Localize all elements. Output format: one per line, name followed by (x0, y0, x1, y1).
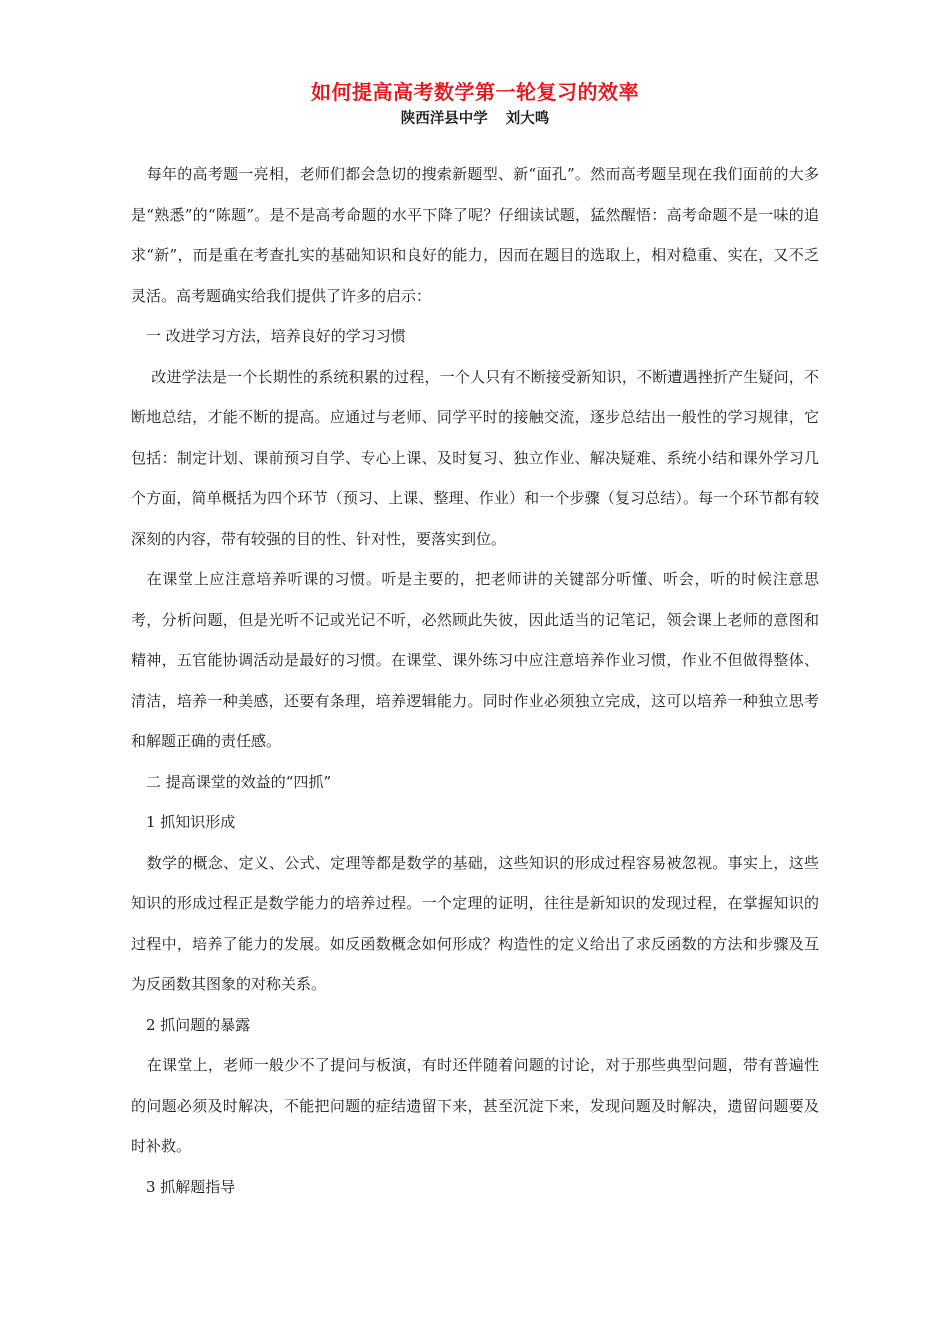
author-line (131, 108, 819, 130)
paragraph-knowledge-formation: 数学的概念、定义、公式、定理等都是数学的基础，这些知识的形成过程容易被忽视。事实上，这些知识的形成过程正是数学能力的培养过程。一个定理的证明，往往是新知识的发现过程，在掌握知识的过程中，培养了能力的发展。如反函数概念如何形成？构造性的定义给出了求反函数的方法和步骤及互为反函数其图象的对称关系。 (131, 853, 819, 993)
paragraph-class-habits: 在课堂上应注意培养听课的习惯。听是主要的，把老师讲的关键部分听懂、听会，听的时候注意思考，分析问题，但是光听不记或光记不听，必然顾此失彼，因此适当的记笔记，领会课上老师的意图和精神，五官能协调活动是最好的习惯。在课堂、课外练习中应注意培养作业习惯，作业不但做得整体、清洁，培养一种美感，还要有条理，培养逻辑能力。同时作业必须独立完成，这可以培养一种独立思考和解题正确的责任感。 (131, 570, 819, 750)
subheading-problem-guidance: 3 抓解题指导 (146, 1177, 236, 1196)
section-heading-2: 二 提高课堂的效益的“四抓” (146, 772, 332, 791)
paragraph-intro: 每年的高考题一亮相，老师们都会急切的搜索新题型、新“面孔”。然而高考题呈现在我们面前的大多是“熟悉”的“陈题”。是不是高考命题的水平下降了呢？仔细读试题，猛然醒悟：高考命题不是一味的追求“新”，而是重在考查扎实的基础知识和良好的能力，因而在题目的选取上，相对稳重、实在，又不乏灵活。高考题确实给我们提供了许多的启示： (131, 165, 819, 305)
author-name: 刘大鸣 (505, 110, 550, 127)
document-page (131, 78, 819, 1207)
author-school: 陕西洋县中学 (400, 110, 488, 127)
subheading-knowledge-formation: 1 抓知识形成 (146, 813, 236, 831)
document-body (131, 154, 819, 1207)
section-heading-1: 一 改进学习方法，培养良好的学习习惯 (146, 327, 406, 345)
subheading-problem-exposure: 2 抓问题的暴露 (146, 1015, 251, 1034)
paragraph-problem-exposure: 在课堂上，老师一般少不了提问与板演，有时还伴随着问题的讨论，对于那些典型问题，带有普遍性的问题必须及时解决，不能把问题的症结遗留下来，甚至沉淀下来，发现问题及时解决，遗留问题要及时补救。 (131, 1056, 819, 1155)
paragraph-learning-method: 改进学法是一个长期性的系统积累的过程，一个人只有不断接受新知识，不断遭遇挫折产生疑问，不断地总结，才能不断的提高。应通过与老师、同学平时的接触交流，逐步总结出一般性的学习规律，它包括：制定计划、课前预习自学、专心上课、及时复习、独立作业、解决疑难、系统小结和课外学习几个方面，简单概括为四个环节（预习、上课、整理、作业）和一个步骤（复习总结）。每一个环节都有较深刻的内容，带有较强的目的性、针对性，要落实到位。 (131, 367, 819, 548)
document-title: 如何提高高考数学第一轮复习的效率 (311, 80, 639, 104)
